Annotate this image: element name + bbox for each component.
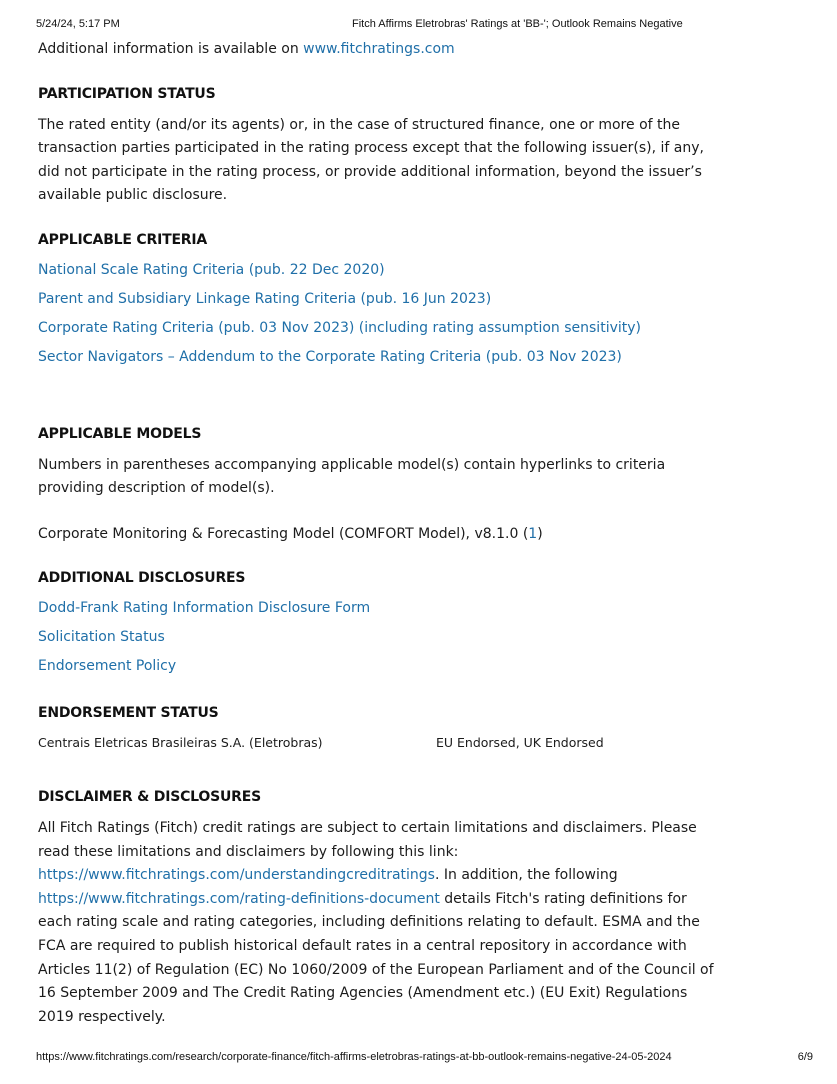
disclaimer-text-3: details Fitch's rating definitions for each rating scale and rating categories, including definitions relating to default. ESMA and the FCA are required to publish historical default rates in a central repository in accordance with Articles 11(2) of Regulation (EC) No 1060/2009 of the European Parliament and of the Council of 16 September 2009 and The Credit Rating Agencies (Amendment etc.) (EU Exit) Regulations 2019 respectively. — [38, 890, 714, 1025]
fitchratings-link[interactable]: www.fitchratings.com — [303, 41, 455, 57]
endorsement-row — [38, 733, 718, 753]
endorsement-entity: Centrais Eletricas Brasileiras S.A. (Eletrobras) — [38, 735, 323, 750]
disclaimer-text-1: All Fitch Ratings (Fitch) credit ratings are subject to certain limitations and disclaimers. Please read these limitations and disclaimers by following this link: — [38, 820, 697, 860]
model-criteria-link[interactable]: 1 — [528, 525, 538, 542]
additional-heading: ADDITIONAL DISCLOSURES — [38, 570, 246, 586]
participation-heading: PARTICIPATION STATUS — [38, 85, 216, 102]
criteria-link-national-scale[interactable]: National Scale Rating Criteria (pub. 22 Dec 2020) — [38, 261, 385, 278]
criteria-links — [38, 256, 718, 372]
additional-links — [38, 594, 718, 681]
additional-disclosures-section — [38, 568, 718, 681]
article-content — [38, 38, 718, 1029]
endorsement-status-value: EU Endorsed, UK Endorsed — [436, 735, 604, 750]
spacer — [38, 372, 718, 402]
print-url: https://www.fitchratings.com/research/corporate-finance/fitch-affirms-eletrobras-ratings-at-bb-outlook-remains-negative-24-05-2024 — [36, 1051, 672, 1063]
disclaimer-text-2: . In addition, the following — [434, 867, 618, 884]
endorsement-heading: ENDORSEMENT STATUS — [38, 705, 219, 721]
criteria-heading: APPLICABLE CRITERIA — [38, 231, 208, 248]
disclaimer-body — [38, 817, 718, 1029]
endorsement-policy-link[interactable]: Endorsement Policy — [38, 658, 177, 674]
intro-paragraph — [38, 38, 718, 62]
dodd-frank-link[interactable]: Dodd-Frank Rating Information Disclosure Form — [38, 600, 371, 616]
criteria-section — [38, 230, 718, 372]
print-datetime: 5/24/24, 5:17 PM — [36, 18, 120, 30]
model-close: ) — [537, 525, 543, 542]
models-note: Numbers in parentheses accompanying applicable model(s) contain hyperlinks to criteria providing description of model(s). — [38, 456, 666, 496]
criteria-link-sector-navigators[interactable]: Sector Navigators – Addendum to the Corporate Rating Criteria (pub. 03 Nov 2023) — [38, 348, 622, 365]
model-text: Corporate Monitoring & Forecasting Model (COMFORT Model), v8.1.0 ( — [38, 525, 529, 542]
understanding-ratings-link[interactable]: https://www.fitchratings.com/understandingcreditratings — [38, 867, 435, 884]
print-footer — [36, 1051, 813, 1065]
disclaimer-section — [38, 787, 718, 1029]
solicitation-status-link[interactable]: Solicitation Status — [38, 629, 165, 645]
intro-text: Additional information is available on — [38, 41, 304, 57]
disclaimer-heading: DISCLAIMER & DISCLOSURES — [38, 789, 261, 805]
models-section — [38, 424, 718, 547]
print-header — [36, 18, 813, 32]
print-title: Fitch Affirms Eletrobras' Ratings at 'BB-'; Outlook Remains Negative — [352, 18, 683, 30]
models-heading: APPLICABLE MODELS — [38, 425, 202, 442]
endorsement-section — [38, 703, 718, 753]
participation-body: The rated entity (and/or its agents) or, in the case of structured finance, one or more of the transaction parties participated in the rating process except that the following issuer(s), if any, did not participate in the rating process, or provide additional information, beyond the issuer’s available public disclosure. — [38, 116, 704, 203]
model-line — [38, 523, 718, 547]
page-number: 6/9 — [797, 1051, 813, 1063]
criteria-link-parent-subsidiary[interactable]: Parent and Subsidiary Linkage Rating Criteria (pub. 16 Jun 2023) — [38, 290, 492, 307]
participation-section — [38, 84, 718, 208]
rating-definitions-link[interactable]: https://www.fitchratings.com/rating-definitions-document — [38, 890, 440, 907]
criteria-link-corporate-rating[interactable]: Corporate Rating Criteria (pub. 03 Nov 2023) (including rating assumption sensitivity) — [38, 319, 641, 336]
